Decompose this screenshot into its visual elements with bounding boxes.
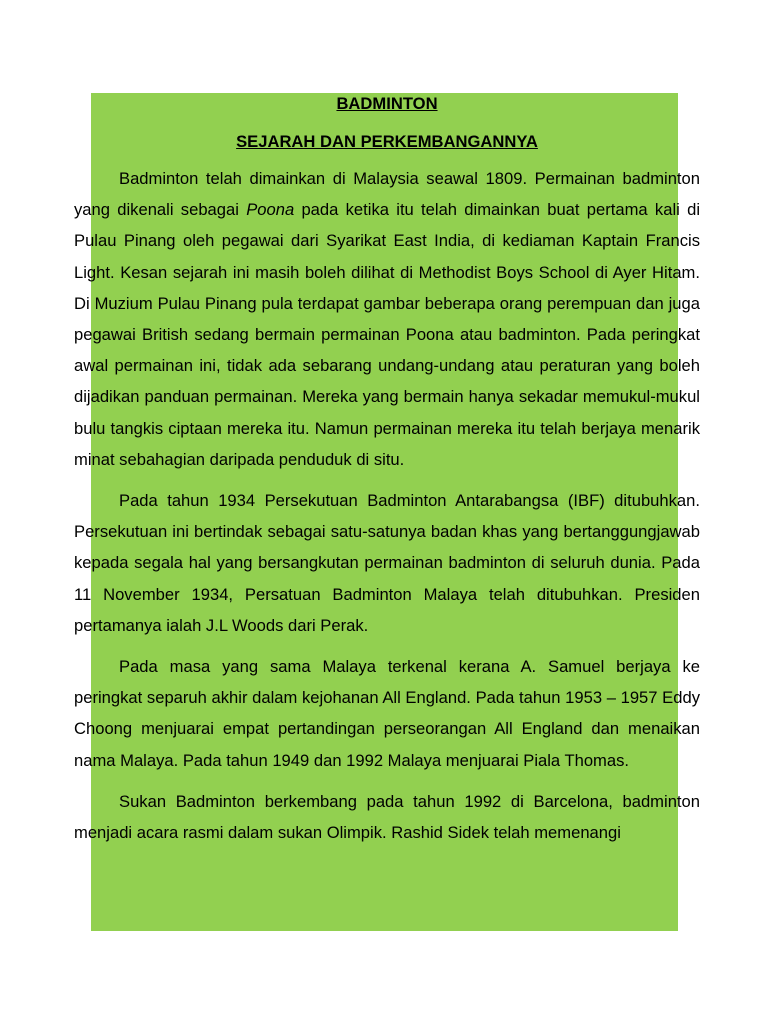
paragraph-1-text-start: Badminton telah dimainkan di Malaysia seawal 1809. Permainan badminton yang dikenali sebagai — [74, 169, 700, 220]
document-title: BADMINTON — [336, 94, 438, 113]
document-subtitle: SEJARAH DAN PERKEMBANGANNYA — [236, 132, 538, 151]
paragraph-2: Pada tahun 1934 Persekutuan Badminton Antarabangsa (IBF) ditubuhkan. Persekutuan ini bertindak sebagai satu-satunya badan khas yang bertanggungjawab kepada segala hal yang bersangkutan permainan badminton di seluruh dunia. Pada 11 November 1934, Persatuan Badminton Malaya telah ditubuhkan. Presiden pertamanya ialah J.L Woods dari Perak. — [74, 491, 700, 635]
paragraph-4: Sukan Badminton berkembang pada tahun 1992 di Barcelona, badminton menjadi acara rasmi dalam sukan Olimpik. Rashid Sidek telah memenangi — [74, 791, 700, 843]
paragraph-1-text-end: pada ketika itu telah dimainkan buat pertama kali di Pulau Pinang oleh pegawai dari Syarikat East India, di kediaman Kaptain Francis Light. Kesan sejarah ini masih boleh dilihat di Methodist Boys School di Ayer Hitam. Di Muzium Pulau Pinang pula terdapat gambar beberapa orang perempuan dan juga pegawai British sedang bermain permainan Poona atau badminton. Pada peringkat awal permainan ini, tidak ada sebarang undang-undang atau peraturan yang boleh dijadikan panduan permainan. Mereka yang bermain hanya sekadar memukul-mukul bulu tangkis ciptaan mereka itu. Namun permainan mereka itu telah berjaya menarik minat sebahagian daripada penduduk di situ. — [74, 200, 701, 469]
paragraph-1 — [74, 163, 700, 475]
document-body — [74, 93, 700, 848]
paragraph-3: Pada masa yang sama Malaya terkenal kerana A. Samuel berjaya ke peringkat separuh akhir dalam kejohanan All England. Pada tahun 1953 – 1957 Eddy Choong menjuarai empat pertandingan perseorangan All England dan menaikan nama Malaya. Pada tahun 1949 dan 1992 Malaya menjuarai Piala Thomas. — [74, 657, 700, 770]
poona-emphasis: Poona — [246, 200, 295, 220]
